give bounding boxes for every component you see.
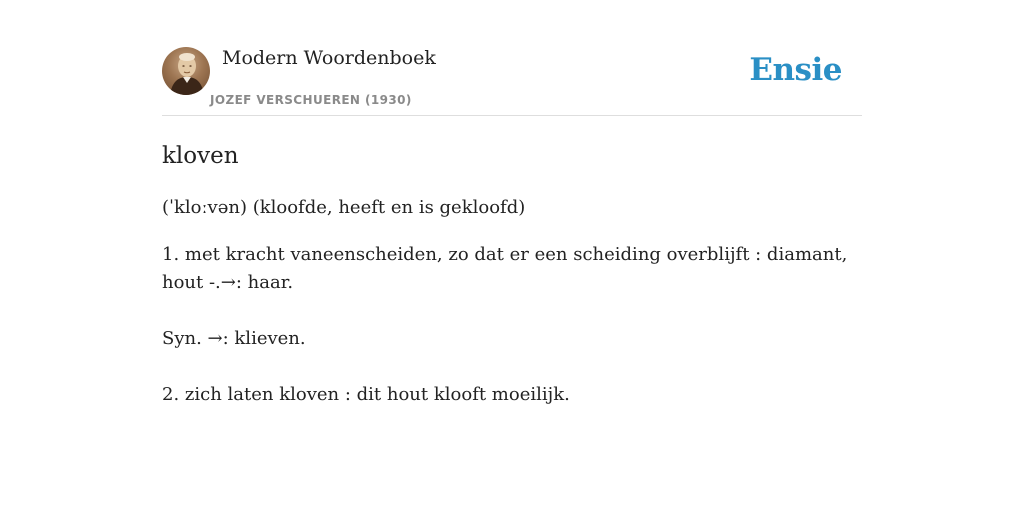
author-avatar — [162, 47, 210, 95]
definition-1: 1. met kracht vaneenscheiden, zo dat er een scheiding overblijft : diamant, hout -.→: haar. — [162, 244, 848, 293]
ensie-logo[interactable]: Ensie — [749, 52, 842, 88]
entry-card — [162, 40, 862, 409]
entry-header — [162, 40, 862, 116]
synonym-line: Syn. →: klieven. — [162, 328, 306, 349]
book-title[interactable]: Modern Woordenboek — [222, 47, 436, 69]
headword: kloven — [162, 143, 239, 169]
author-name[interactable]: JOZEF VERSCHUEREN (1930) — [210, 93, 412, 107]
pronunciation: (ˈkloːvən) (kloofde, heeft en is gekloofd) — [162, 197, 526, 218]
definition-2: 2. zich laten kloven : dit hout klooft moeilijk. — [162, 384, 570, 405]
author-portrait-icon — [162, 47, 210, 95]
